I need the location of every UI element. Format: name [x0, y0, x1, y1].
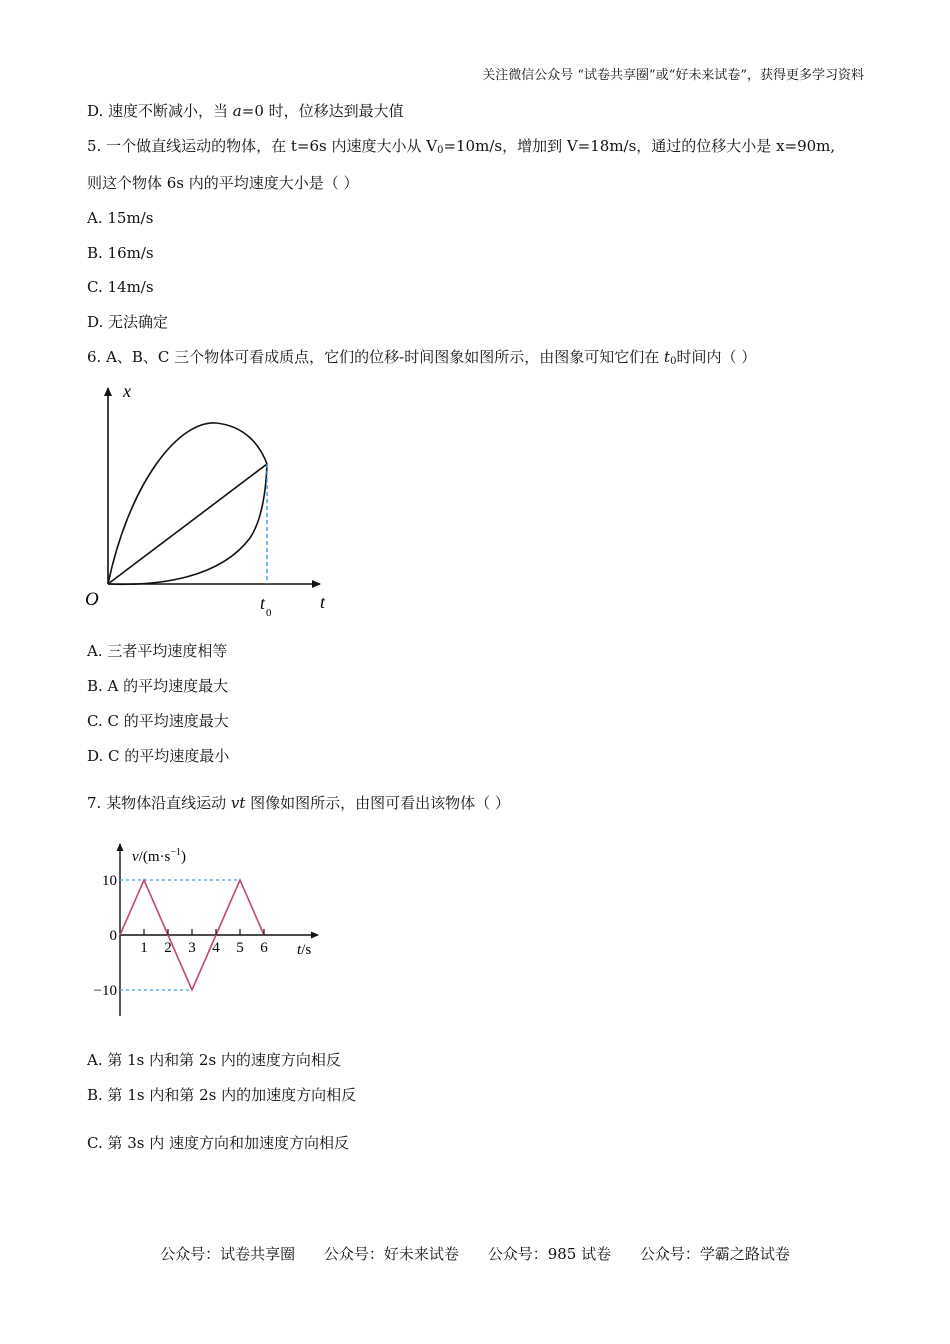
q6-option-b[interactable]: B. A 的平均速度最大 — [87, 677, 229, 695]
footer-item: 公众号：试卷共享圈 — [160, 1245, 296, 1263]
footer-item: 公众号：985 试卷 — [487, 1245, 612, 1263]
q6-line-b — [108, 464, 267, 584]
page-header: 关注微信公众号 “试卷共享圈”或“好未来试卷”，获得更多学习资料 — [482, 68, 864, 83]
q4-option-d-pre: D. 速度不断减小，当 — [87, 102, 233, 120]
q7-x-tick-label: 3 — [188, 940, 196, 956]
q5-option-a[interactable]: A. 15m/s — [87, 209, 154, 227]
q7-x-tick-label: 5 — [236, 940, 244, 956]
q7-stem-pre: 7. 某物体沿直线运动 — [87, 794, 231, 812]
q7-y-label-close: ) — [180, 849, 186, 865]
q7-x-axis-label — [297, 942, 311, 958]
q6-option-a[interactable]: A. 三者平均速度相等 — [87, 642, 228, 660]
q6-x-label: t — [320, 592, 326, 612]
q7-y-label-unit: /(m·s — [138, 849, 171, 865]
q7-option-a[interactable]: A. 第 1s 内和第 2s 内的速度方向相反 — [87, 1051, 341, 1069]
q7-x-tick-label: 6 — [260, 940, 268, 956]
q6-stem-pre: 6. A、B、C 三个物体可看成质点，它们的位移-时间图象如图所示，由图象可知它们在 — [87, 348, 665, 366]
q5-stem-post: =10m/s，增加到 V=18m/s，通过的位移大小是 x=90m, — [443, 137, 836, 155]
q7-option-c[interactable]: C. 第 3s 内 速度方向和加速度方向相反 — [87, 1134, 350, 1152]
q7-y-label-exp: −1 — [170, 847, 181, 858]
q6-option-d[interactable]: D. C 的平均速度最小 — [87, 747, 230, 765]
q6-y-label: x — [123, 381, 131, 401]
q5-stem-line1 — [87, 136, 835, 156]
page-footer — [0, 1243, 950, 1265]
q7-option-b[interactable]: B. 第 1s 内和第 2s 内的加速度方向相反 — [87, 1086, 357, 1104]
q6-stem — [87, 347, 756, 367]
footer-item: 公众号：好未来试卷 — [323, 1245, 459, 1263]
q7-x-tick-label: 1 — [140, 940, 148, 956]
q5-option-c[interactable]: C. 14m/s — [87, 278, 154, 296]
q4-option-d-var: a — [232, 102, 242, 120]
q7-x-tick-label: 4 — [212, 940, 220, 956]
q7-stem-var: vt — [230, 794, 246, 812]
q6-stem-post: 时间内（ ） — [676, 348, 757, 366]
q7-x-label-unit: /s — [301, 942, 312, 958]
q6-origin-label: O — [85, 589, 99, 610]
q5-option-b[interactable]: B. 16m/s — [87, 244, 154, 262]
q7-y-tick-label: 10 — [102, 873, 117, 889]
q6-t0-label: t — [260, 593, 266, 613]
q7-y-label-var: v — [132, 849, 139, 865]
q7-y-axis-label — [132, 847, 186, 865]
q5-stem-line2: 则这个物体 6s 内的平均速度大小是（ ） — [87, 174, 359, 192]
footer-item: 公众号：学霸之路试卷 — [639, 1245, 790, 1263]
q5-stem-sub: 0 — [437, 145, 444, 156]
q6-stem-sub: 0 — [670, 356, 677, 367]
q7-stem — [87, 793, 510, 813]
q4-option-d-post: =0 时，位移达到最大值 — [241, 102, 404, 120]
q6-stem-var: t — [664, 348, 671, 366]
q6-option-c[interactable]: C. C 的平均速度最大 — [87, 712, 229, 730]
q7-stem-post: 图像如图所示，由图可看出该物体（ ） — [245, 794, 510, 812]
q5-stem-pre: 5. 一个做直线运动的物体，在 t=6s 内速度大小从 V — [87, 137, 438, 155]
q7-y-tick-label: −10 — [93, 983, 117, 999]
q6-t0-sub: 0 — [266, 607, 272, 619]
q7-y-tick-label: 0 — [109, 928, 117, 944]
q7-vt-chart — [80, 838, 330, 1023]
q6-curve-a — [108, 423, 267, 584]
q4-option-d[interactable] — [87, 101, 404, 121]
q5-option-d[interactable]: D. 无法确定 — [87, 313, 169, 331]
q7-x-tick-label: 2 — [164, 940, 172, 956]
q7-x-label-var: t — [297, 942, 302, 958]
q6-xt-graph — [80, 380, 340, 625]
